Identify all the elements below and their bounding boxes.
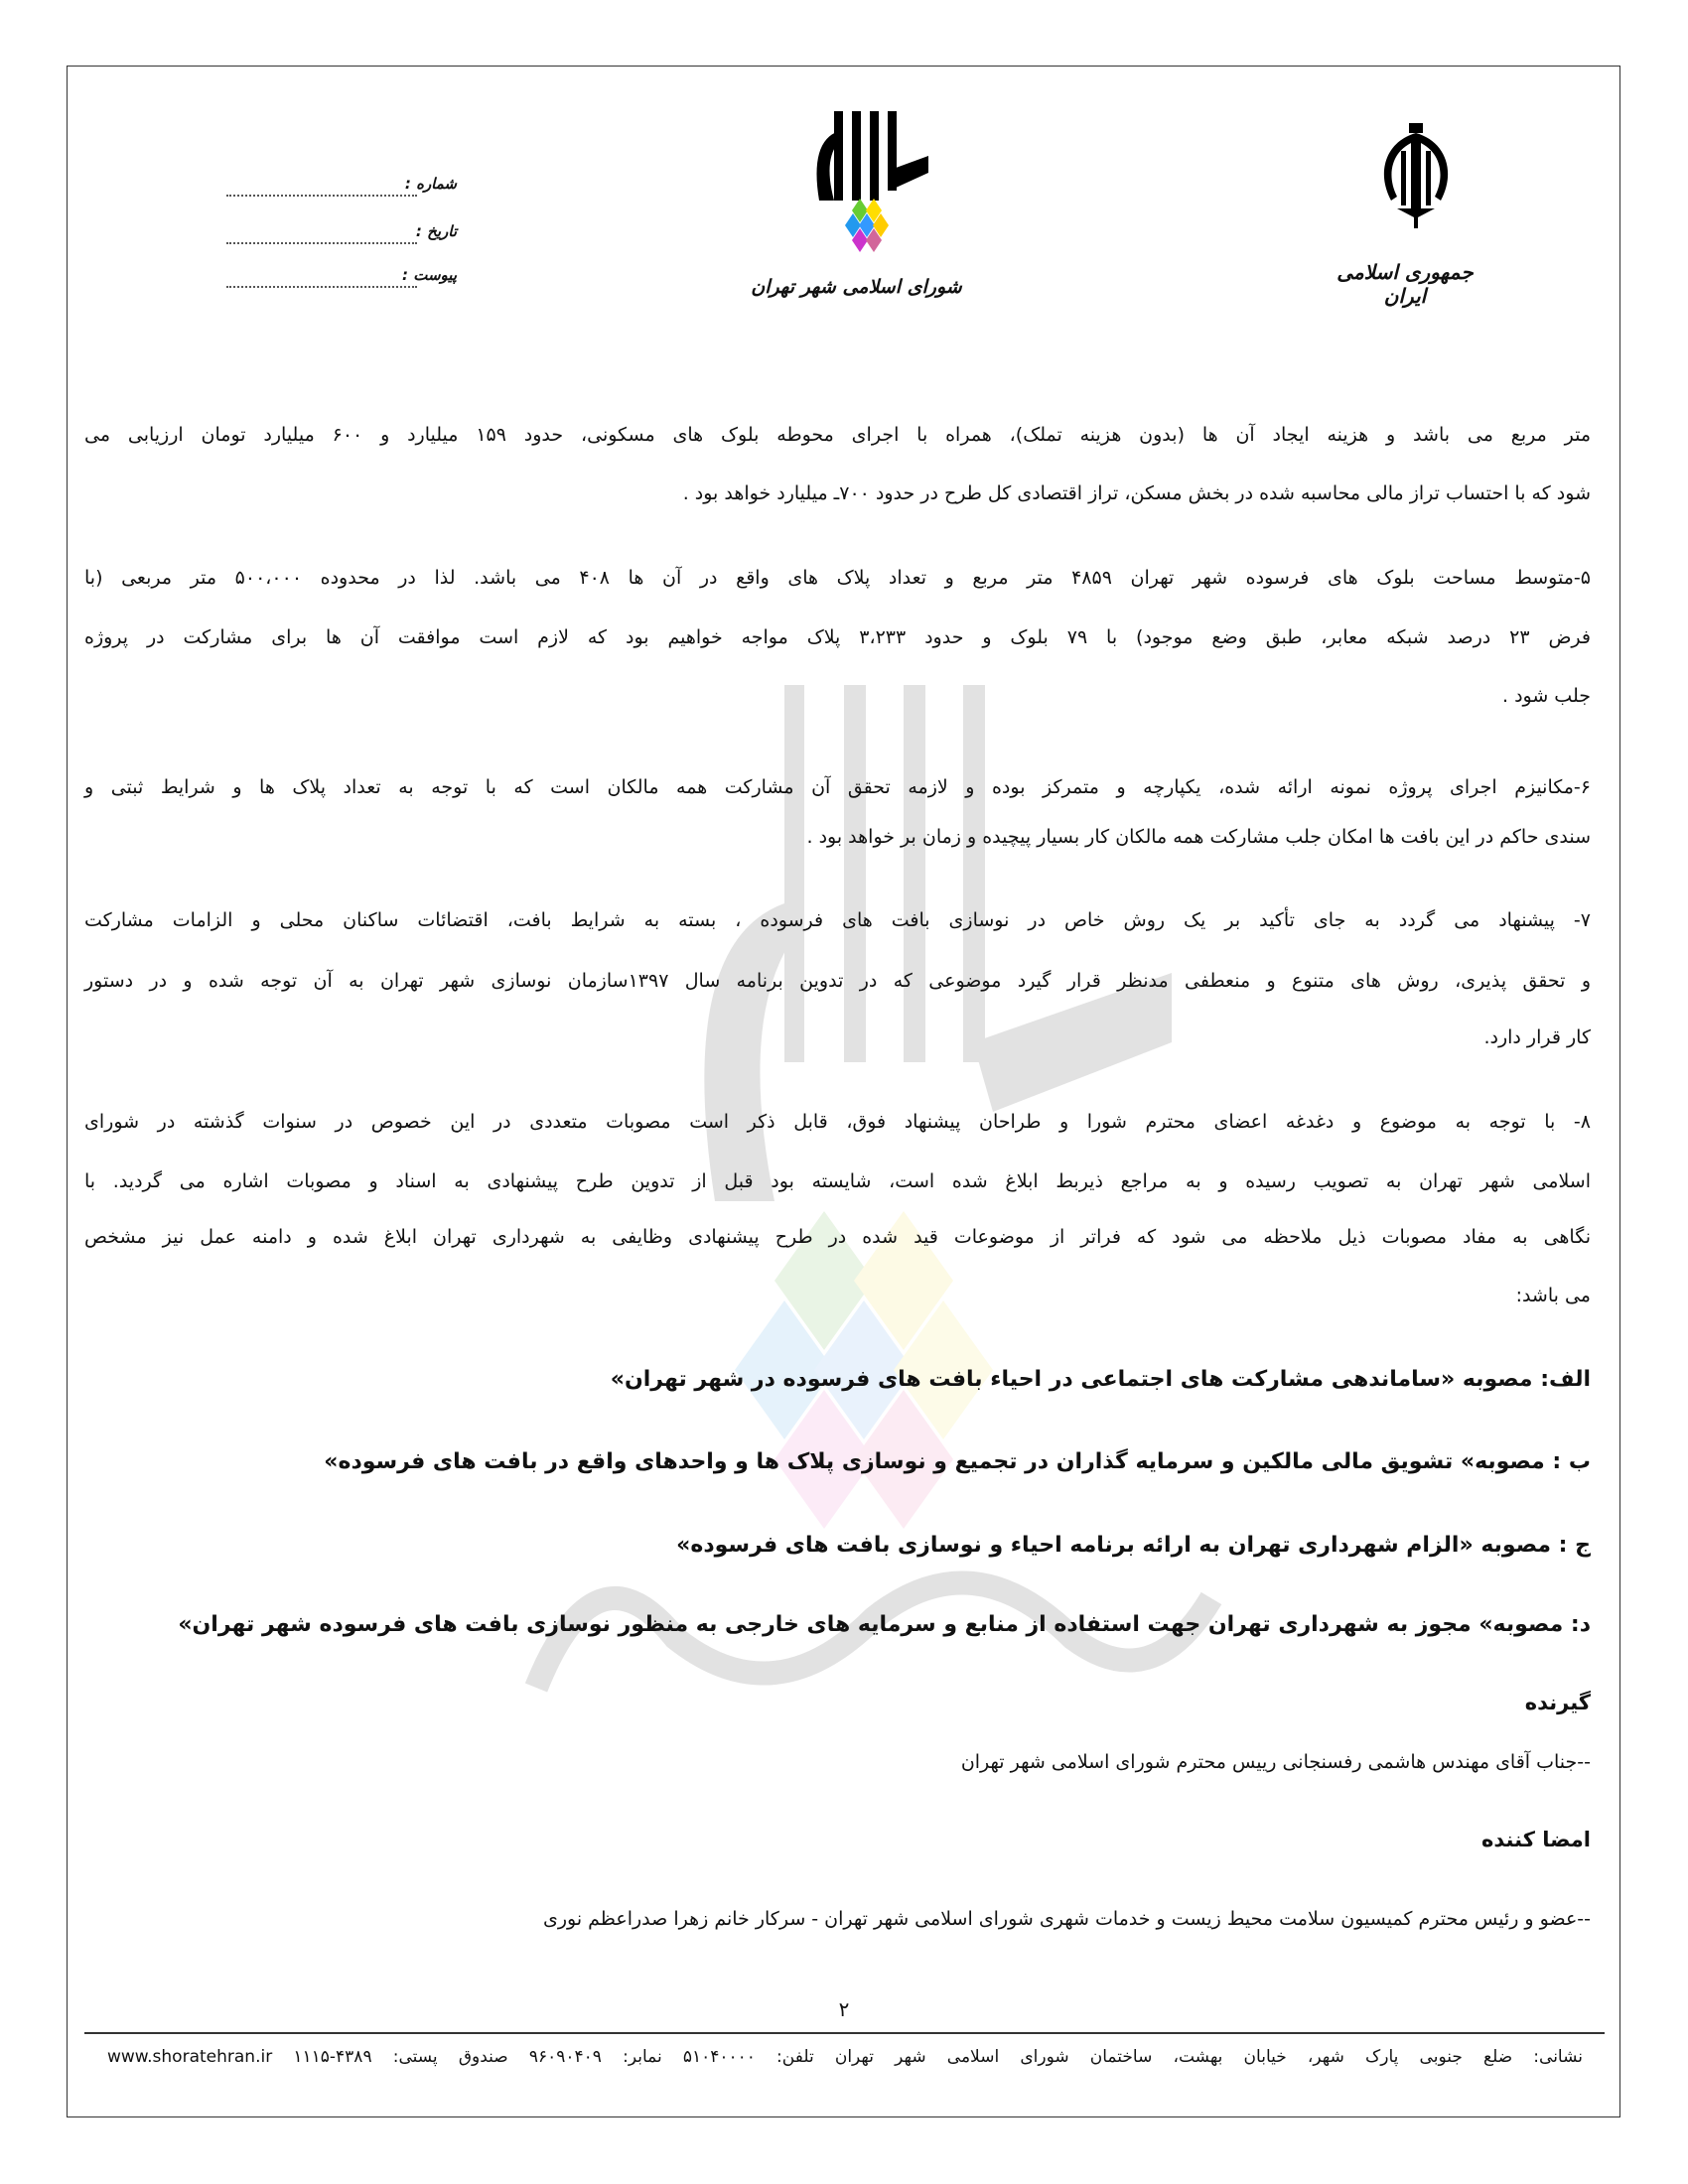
body-line: اسلامی شهر تهران به تصویب رسیده و به مراجع ذیربط ابلاغ شده است، شایسته بود قبل از تدوین طرح پیشنهادی به اسناد و مصوبات اشاره می گردید. با [84,1170,1591,1192]
date-line [226,242,417,244]
attachment-label: پیوست : [402,266,457,284]
footer-divider [84,2032,1605,2034]
approval-item: د: مصوبه» مجوز به شهرداری تهران جهت استفاده از منابع و سرمایه های خارجی به منظور نوسازی بافت های فرسوده شهر تهران» [178,1612,1591,1637]
approval-item: الف: مصوبه «ساماندهی مشارکت های اجتماعی در احیاء بافت های فرسوده در شهر تهران» [610,1367,1591,1392]
body-line: ۵-متوسط مساحت بلوک های فرسوده شهر تهران ۴۸۵۹ متر مربع و تعداد پلاک های واقع در آن ها ۴۰۸ می باشد. لذا در محدوده ۵۰۰،۰۰۰ متر مربعی (با [84,567,1591,589]
body-line: جلب شود . [1501,685,1591,707]
attachment-line [226,286,417,288]
body-line: شود که با احتساب تراز مالی محاسبه شده در بخش مسکن، تراز اقتصادی کل طرح در حدود ۷۰۰ـ میلیارد خواهد بود . [682,482,1591,504]
body-line: می باشد: [1515,1285,1591,1306]
date-label: تاریخ : [415,222,457,240]
signer-line: --عضو و رئیس محترم کمیسیون سلامت محیط زیست و خدمات شهری شورای اسلامی شهر تهران - سرکار خانم زهرا صدراعظم نوری [542,1908,1591,1930]
page-number: ۲ [838,1997,850,2021]
body-line: نگاهی به مفاد مصوبات ذیل ملاحظه می شود که فراتر از موضوعات قید شده در طرح پیشنهادی وظایفی به شهرداری تهران ابلاغ شده و دامنه عمل نیز مشخص [84,1226,1591,1248]
signer-heading: امضا کننده [1481,1828,1591,1851]
recipient-heading: گیرنده [1524,1691,1591,1714]
iran-emblem-icon [1367,121,1465,230]
approval-item: ب : مصوبه» تشویق مالی مالکین و سرمایه گذاران در تجمیع و نوسازی پلاک ها و واحدهای واقع در بافت های فرسوده» [324,1449,1591,1474]
body-line: ۶-مکانیزم اجرای پروژه نمونه ارائه شده، یکپارچه و متمرکز بوده و لازمه تحقق آن مشارکت همه مالکان است که با توجه به تعداد پلاک ها و شرایط ثبتی و [84,776,1591,798]
number-label: شماره : [404,175,457,193]
body-line: سندی حاکم در این بافت ها امکان جلب مشارکت همه مالکان کار بسیار پیچیده و زمان بر خواهد بود . [806,826,1591,848]
body-line: متر مربع می باشد و هزینه ایجاد آن ها (بدون هزینه تملک)، همراه با اجرای محوطه بلوک های مسکونی، حدود ۱۵۹ میلیارد و ۶۰۰ میلیارد تومان ارزیابی می [84,424,1592,446]
number-line [226,195,417,197]
body-line: کار قرار دارد. [1483,1026,1591,1048]
body-line: فرض ۲۳ درصد شبکه معابر، طبق وضع موجود) با ۷۹ بلوک و حدود ۳،۲۳۳ پلاک مواجه خواهیم بود که لازم است موافقت آن ها برای مشارکت در پروژه [84,626,1591,648]
emblem-caption: جمهوری اسلامی ایران [1336,260,1474,308]
date-field [226,222,457,252]
recipient-line: --جناب آقای مهندس هاشمی رفسنجانی رییس محترم شورای اسلامی شهر تهران [960,1751,1591,1773]
council-caption: شورای اسلامی شهر تهران [751,276,962,298]
body-line: ۸- با توجه به موضوع و دغدغه اعضای محترم شورا و طراحان پیشنهاد فوق، قابل ذکر است مصوبات متعددی در این خصوص در سنوات گذشته در شورای [84,1111,1591,1133]
body-line: و تحقق پذیری، روش های متنوع و منعطفی مدنظر قرار گیرد موضوعی که در تدوین برنامه سال ۱۳۹۷سازمان نوسازی شهر تهران به آن توجه شده و در دستور [84,970,1591,992]
tehran-council-logo [794,111,933,262]
number-field [226,175,457,205]
attachment-field [226,266,457,296]
approval-item: ج : مصوبه «الزام شهرداری تهران به ارائه برنامه احیاء و نوسازی بافت های فرسوده» [676,1533,1591,1558]
footer-address: نشانی: ضلع جنوبی پارک شهر، خیابان بهشت، ساختمان شورای اسلامی شهر تهران تلفن: ۵۱۰۴۰۰۰۰ نمابر: ۹۶۰۹۰۴۰۹ صندوق پستی: ۴۳۸۹-۱۱۱۵ www.shoratehran.ir [107,2047,1584,2067]
body-line: ۷- پیشنهاد می گردد به جای تأکید بر یک روش خاص در نوسازی بافت های فرسوده ، بسته به شرایط بافت، اقتضائات ساکنان محلی و الزامات مشارکت [84,909,1591,931]
